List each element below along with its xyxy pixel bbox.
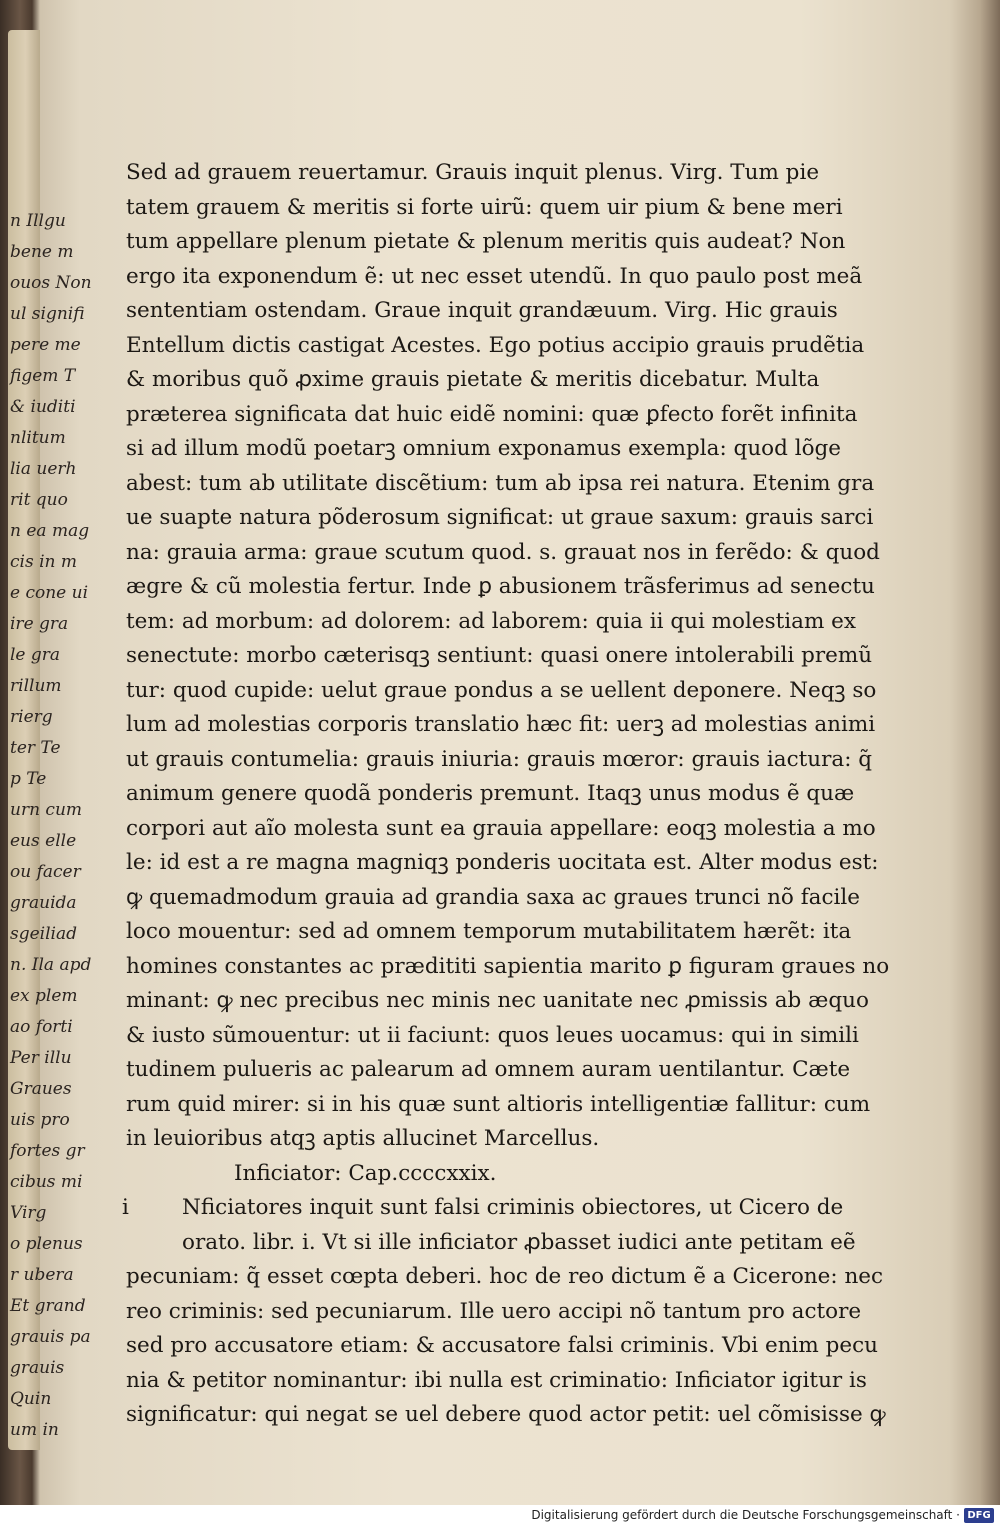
previous-page-fragment: r ubera [10,1265,74,1285]
text-line: na: grauia arma: graue scutum quod. s. grauat nos in ferẽdo: & quod [126,539,880,565]
text-line: Sed ad grauem reuertamur. Grauis inquit plenus. Virg. Tum pie [126,160,820,185]
text-line: rum quid mirer: si in his quæ sunt altioris intelligentiæ fallitur: cum [126,1091,871,1117]
previous-page-fragment: lia uerh [10,459,77,479]
previous-page-fragment: ouos Non [10,273,92,293]
dfg-logo: DFG [964,1508,994,1523]
previous-page-fragment: grauis pa [10,1327,91,1347]
previous-page-fragment: o plenus [10,1234,83,1254]
footer-credit: Digitalisierung gefördert durch die Deutsche Forschungsgemeinschaft · [531,1508,960,1522]
text-line: abest: tum ab utilitate discẽtium: tum ab ipsa rei natura. Etenim gra [126,470,875,496]
previous-page-fragment: rillum [10,676,62,696]
text-line: senectute: morbo cæterisqꝫ sentiunt: quasi onere intolerabili premũ [126,643,873,668]
previous-page-fragment: p Te [10,769,47,789]
previous-page-fragment: Per illu [10,1048,72,1068]
text-line: ꝙ quemadmodum grauia ad grandia saxa ac graues trunci nõ facile [126,884,860,910]
previous-page-fragment: Graues [10,1079,72,1099]
previous-page-fragment: um in [10,1420,59,1440]
previous-page-fragment: n ea mag [10,521,90,541]
previous-page-fragment: cibus mi [10,1172,83,1192]
previous-page-fragment: Et grand [10,1296,86,1316]
text-line: minant: ꝙ nec precibus nec minis nec uanitate nec ꝓmissis ab æquo [126,988,869,1013]
main-text-block [122,156,890,1433]
text-line: tur: quod cupide: uelut graue pondus a se uellent deponere. Neqꝫ so [126,677,877,703]
previous-page-fragment: Virg [10,1203,47,1223]
text-line: Entellum dictis castigat Acestes. Ego potius accipio grauis prudẽtia [126,332,865,358]
text-line: animum genere quodã ponderis premunt. Itaqꝫ unus modus ẽ quæ [126,781,855,806]
previous-page-fragment: n. Ila apd [10,955,92,975]
text-line: nia & petitor nominantur: ibi nulla est criminatio: Inficiator igitur is [126,1367,867,1393]
previous-page-fragment: grauida [10,893,77,913]
previous-page-edge [8,30,92,1450]
previous-page-fragment: fortes gr [10,1141,85,1161]
previous-page-fragment: uis pro [10,1110,70,1130]
text-line: ue suapte natura põderosum significat: ut graue saxum: grauis sarci [126,505,874,530]
guide-letter: i [122,1195,129,1220]
text-line: corpori aut aĩo molesta sunt ea grauia appellare: eoqꝫ molestia a mo [126,815,876,841]
text-line: tatem grauem & meritis si forte uirũ: quem uir pium & bene meri [126,194,843,220]
chapter-heading: Inficiator: Cap.ccccxxix. [234,1160,497,1186]
text-line: tum appellare plenum pietate & plenum meritis quis audeat? Non [126,229,846,254]
previous-page-fragment: & iuditi [10,397,76,417]
previous-page-fragment: sgeiliad [10,924,77,944]
previous-page-fragment: eus elle [10,831,77,851]
text-line: & iusto sũmouentur: ut ii faciunt: quos leues uocamus: qui in simili [126,1022,859,1048]
text-line: ergo ita exponendum ẽ: ut nec esset utendũ. In quo paulo post meã [126,263,863,289]
previous-page-fragment: e cone ui [10,583,89,603]
previous-page-fragment: ou facer [10,862,81,882]
text-line: in leuioribus atqꝫ aptis allucinet Marcellus. [126,1126,600,1151]
previous-page-fragment: ao forti [10,1017,73,1037]
previous-page-fragment: ex plem [10,986,78,1006]
previous-page-fragment: urn cum [10,800,83,820]
text-line: sed pro accusatore etiam: & accusatore falsi criminis. Vbi enim pecu [126,1333,879,1358]
text-line: lum ad molestias corporis translatio hæc fit: uerꝫ ad molestias animi [126,712,876,737]
text-line: homines constantes ac prædititi sapientia marito ꝑ figuram graues no [126,953,890,979]
previous-page-fragment: n Illgu [10,211,66,231]
text-line: sententiam ostendam. Graue inquit grandæuum. Virg. Hic grauis [126,298,838,323]
previous-page-fragment: bene m [10,242,74,262]
chapter-second-line: orato. libr. i. Vt si ille inficiator ꝓbasset iudici ante petitam eẽ [182,1229,856,1255]
text-line: ægre & cũ molestia fertur. Inde ꝑ abusionem trãsferimus ad senectu [126,574,875,599]
text-line: & moribus quõ ꝓxime grauis pietate & meritis dicebatur. Multa [126,367,820,392]
previous-page-fragment: figem T [10,366,76,386]
previous-page-fragment: nlitum [10,428,66,448]
previous-page-fragment: rierg [10,707,53,727]
text-line: le: id est a re magna magniqꝫ ponderis uocitata est. Alter modus est: [126,850,879,875]
footer-bar [0,1505,1000,1526]
text-line: tudinem pulueris ac palearum ad omnem auram uentilantur. Cæte [126,1057,851,1082]
text-line: pecuniam: q̃ esset cœpta deberi. hoc de reo dictum ẽ a Cicerone: nec [126,1264,884,1289]
previous-page-fragment: grauis [10,1358,65,1378]
text-line: significatur: qui negat se uel debere quod actor petit: uel cõmisisse ꝙ [126,1402,886,1427]
previous-page-fragment: ter Te [10,738,61,758]
first-line-text: Nficiatores inquit sunt falsi criminis obiectores, ut Cicero de [182,1195,844,1220]
text-line: præterea significata dat huic eidẽ nomini: quæ ꝑfecto forẽt infinita [126,401,858,427]
previous-page-fragment: cis in m [10,552,77,572]
previous-page-fragment: pere me [10,335,81,355]
text-line: reo criminis: sed pecuniarum. Ille uero accipi nõ tantum pro actore [126,1298,862,1324]
previous-page-fragment: le gra [10,645,61,665]
previous-page-fragment: ul signifi [10,304,85,324]
chapter-first-line [122,1191,844,1226]
previous-page-fragment: ire gra [10,614,69,634]
previous-page-fragment: rit quo [10,490,68,510]
text-line: tem: ad morbum: ad dolorem: ad laborem: quia ii qui molestiam ex [126,608,857,634]
text-line: si ad illum modũ poetarꝫ omnium exponamus exempla: quod lõge [126,436,842,461]
text-line: ut grauis contumelia: grauis iniuria: grauis mœror: grauis iactura: q̃ [126,746,873,772]
previous-page-fragment: Quin [10,1389,52,1409]
text-line: loco mouentur: sed ad omnem temporum mutabilitatem hærẽt: ita [126,919,852,944]
